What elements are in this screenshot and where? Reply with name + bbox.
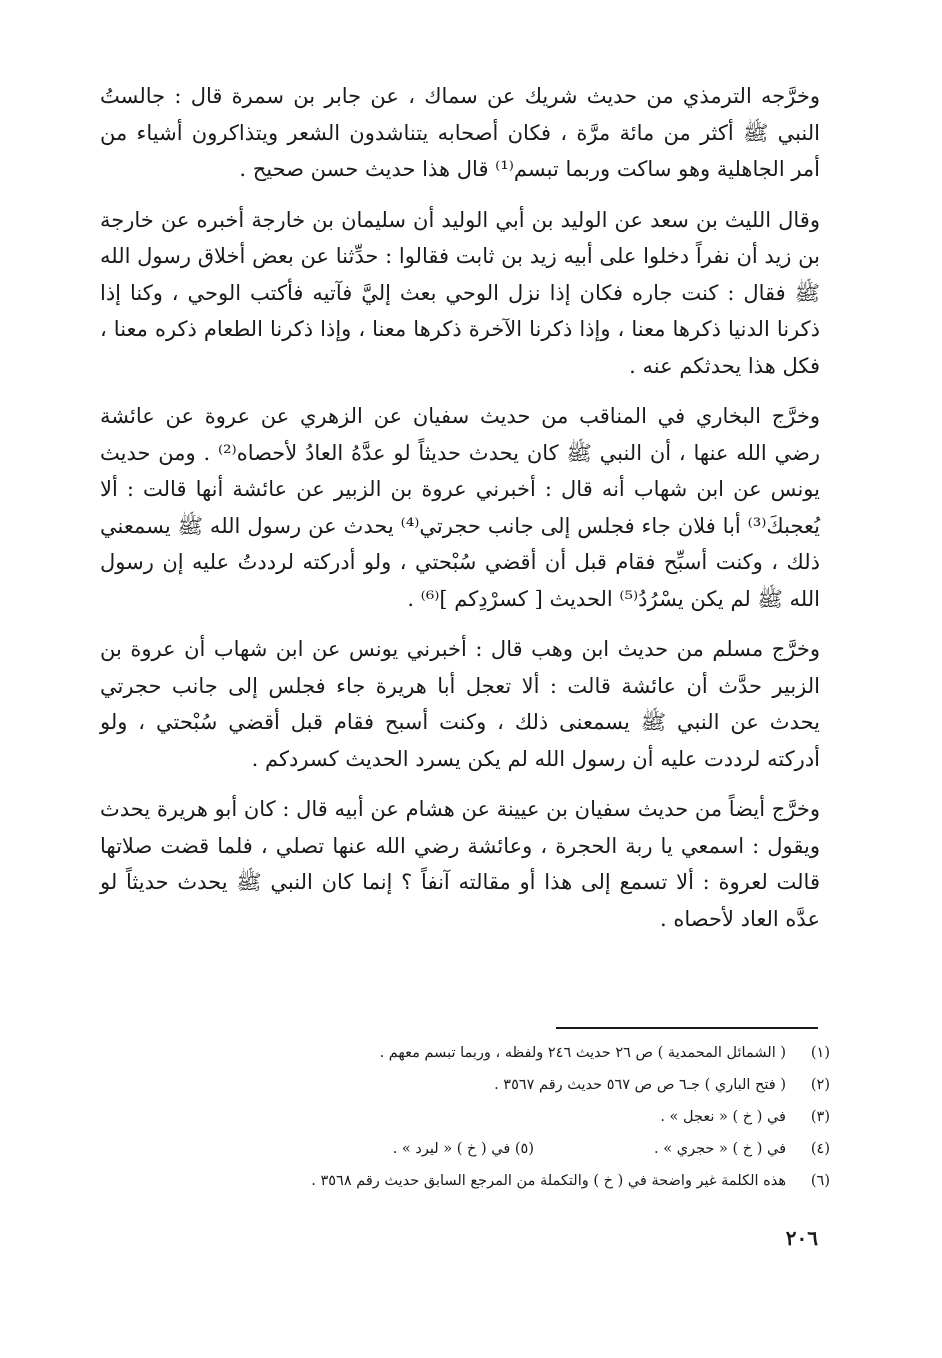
footnote: [140, 1133, 830, 1165]
footnote-number: (٢): [810, 1077, 830, 1093]
footnote-number: (٦): [810, 1173, 830, 1189]
footnote: [140, 1165, 830, 1197]
paragraph: وخرَّجه الترمذي من حديث شريك عن سماك ، عن جابر بن سمرة قال : جالستُ النبي ﷺ أكثر من مائة مرَّة ، فكان أصحابه يتناشدون الشعر ويتذاكرون أشياء من أمر الجاهلية وهو ساكت وربما تبسم⁽¹⁾ قال هذا حديث حسن صحيح .: [100, 84, 820, 181]
footnote-text-secondary: (٥) في ( خ ) « ليرد » .: [392, 1141, 535, 1157]
page-number: ٢٠٦: [785, 1226, 818, 1250]
footnote-number: (٣): [810, 1109, 830, 1125]
footnote: [140, 1069, 830, 1101]
footnote: [140, 1037, 830, 1069]
footnote: [140, 1101, 830, 1133]
footnote-number: (١): [810, 1045, 830, 1061]
paragraph: وخرَّج مسلم من حديث ابن وهب قال : أخبرني يونس عن ابن شهاب أن عروة بن الزبير حدَّث أن عائشة قالت : ألا تعجل أبا هريرة جاء فجلس إلى جانب حجرتي يحدث عن النبي ﷺ يسمعنى ذلك ، وكنت أسبح فقام قبل أقضي سُبْحتي ، ولو أدركته لرددت عليه أن رسول الله لم يكن يسرد الحديث كسردكم .: [100, 637, 820, 771]
footnote-text: في ( خ ) « حجري » .: [654, 1141, 786, 1157]
paragraph: وخرَّج البخاري في المناقب من حديث سفيان عن الزهري عن عروة عن عائشة رضي الله عنها ، أن النبي ﷺ كان يحدث حديثاً لو عدَّهُ العادُ لأحصاه⁽²⁾ . ومن حديث يونس عن ابن شهاب أنه قال : أخبرني عروة بن الزبير عن عائشة أنها قالت : ألا يُعجبكَ⁽³⁾ أبا فلان جاء فجلس إلى جانب حجرتي⁽⁴⁾ يحدث عن رسول الله ﷺ يسمعني ذلك ، وكنت أسبِّح فقام قبل أن أقضي سُبْحتي ، ولو أدركته لرددتُ عليه إن رسول الله ﷺ لم يكن يسْرُدُ⁽⁵⁾ الحديث [ كسرْدِكم ]⁽⁶⁾ .: [100, 404, 820, 611]
footnote-text: ( فتح الباري ) جـ٦ ص ص ٥٦٧ حديث رقم ٣٥٦٧ .: [494, 1077, 786, 1093]
footnote-number: (٤): [810, 1141, 830, 1157]
paragraph: وخرَّج أيضاً من حديث سفيان بن عيينة عن هشام عن أبيه قال : كان أبو هريرة يحدث ويقول : اسمعي يا ربة الحجرة ، وعائشة رضي الله عنها تصلي ، فلما قضت صلاتها قالت لعروة : ألا تسمع إلى هذا أو مقالته آنفاً ؟ إنما كان النبي ﷺ يحدث حديثاً لو عدَّه العاد لأحصاه .: [100, 797, 820, 931]
footnote-divider: [556, 1027, 818, 1029]
footnote-text: ( الشمائل المحمدية ) ص ٢٦ حديث ٢٤٦ ولفظه ، وربما تبسم معهم .: [379, 1045, 786, 1061]
footnote-text: هذه الكلمة غير واضحة في ( خ ) والتكملة من المرجع السابق حديث رقم ٣٥٦٨ .: [311, 1173, 786, 1189]
paragraph: وقال الليث بن سعد عن الوليد بن أبي الوليد أن سليمان بن خارجة أخبره عن خارجة بن زيد أن نفراً دخلوا على أبيه زيد بن ثابت فقالوا : حدِّثنا عن بعض أخلاق رسول الله ﷺ فقال : كنت جاره فكان إذا نزل الوحي بعث إليَّ فآتيه فأكتب الوحي ، وكنا إذا ذكرنا الدنيا ذكرها معنا ، وإذا ذكرنا الآخرة ذكرها معنا ، وإذا ذكرنا الطعام ذكره معنا ، فكل هذا يحدثكم عنه .: [100, 207, 820, 378]
main-text: [100, 78, 820, 937]
footnote-text: في ( خ ) « نعجل » .: [660, 1109, 786, 1125]
footnotes: [140, 1037, 830, 1197]
